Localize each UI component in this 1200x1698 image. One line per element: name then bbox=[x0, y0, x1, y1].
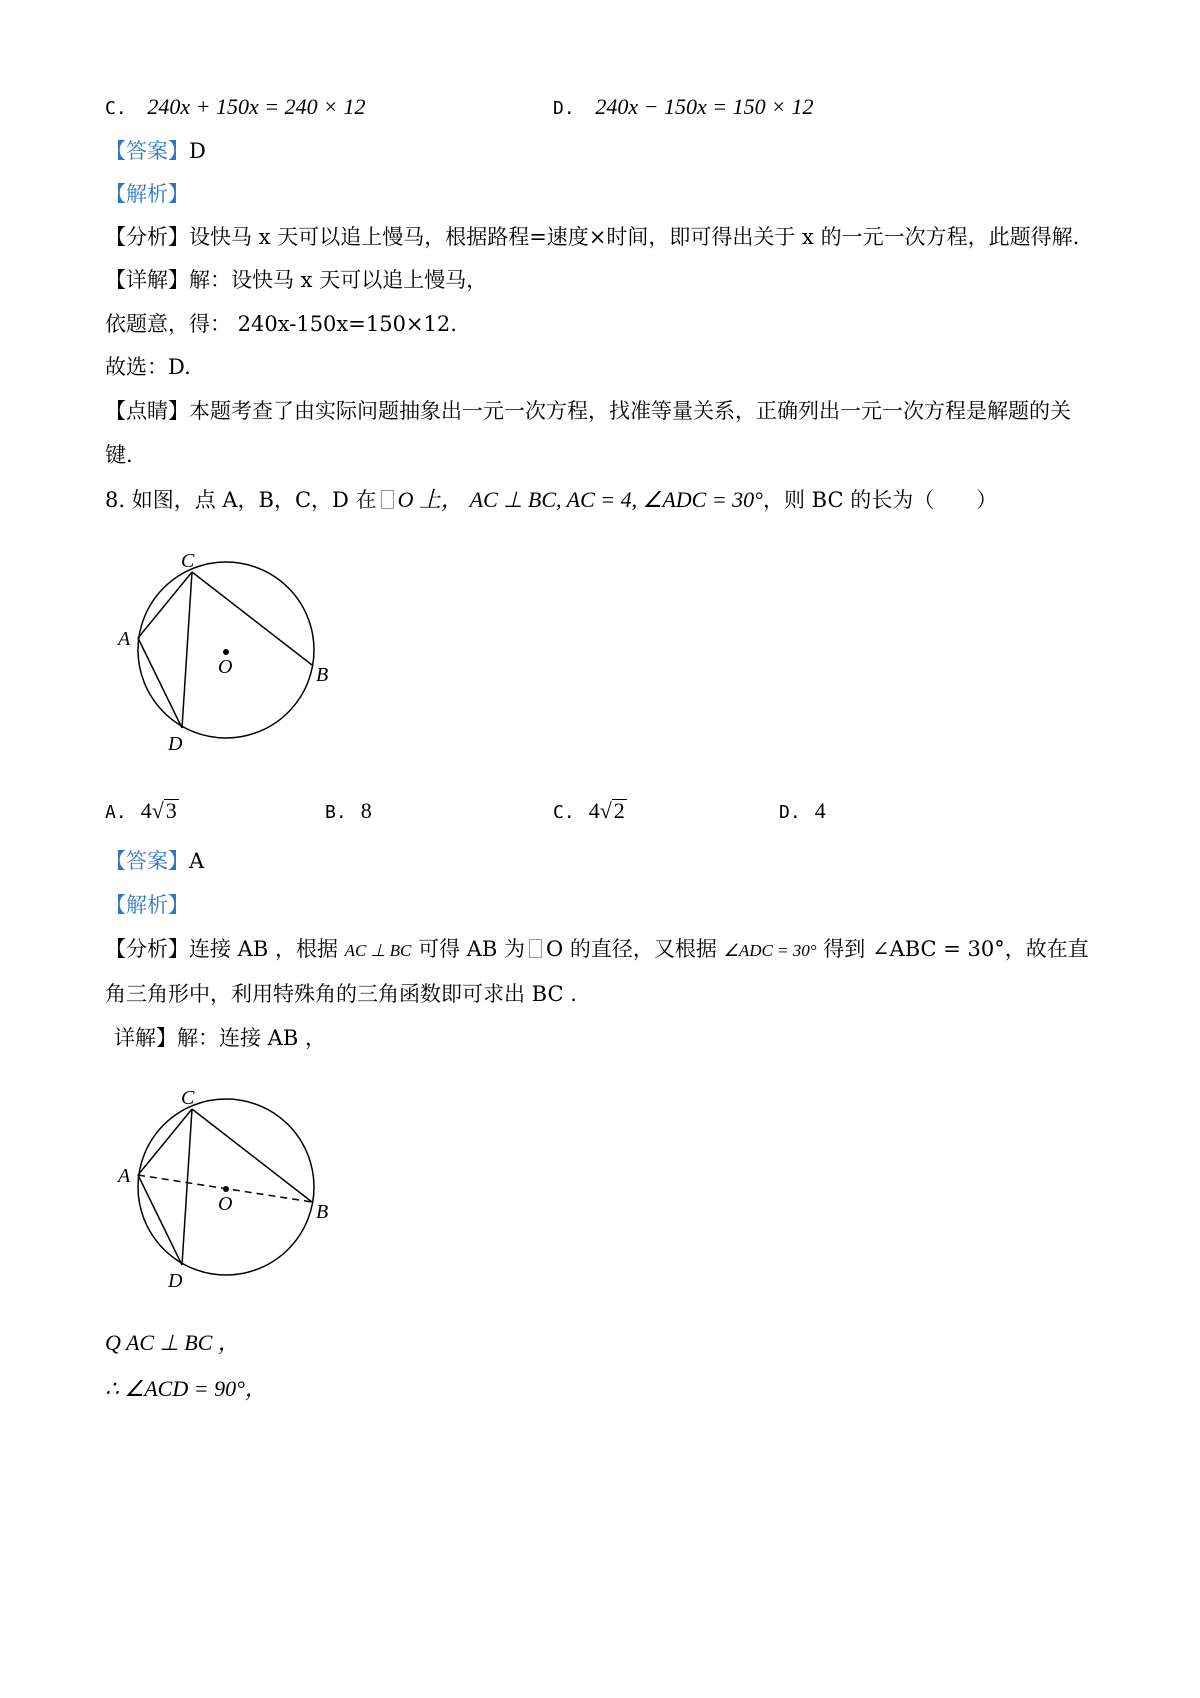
segment-ac-2 bbox=[138, 1109, 192, 1175]
segment-cb-2 bbox=[192, 1109, 312, 1202]
q8-option-c: C. 4√2 bbox=[553, 798, 625, 823]
q8-answer bbox=[105, 847, 204, 875]
q8-option-c-label: C. bbox=[553, 802, 575, 823]
label-a: A bbox=[118, 628, 131, 650]
q8-answer-tag: 【答案】 bbox=[105, 849, 189, 873]
q8-option-b bbox=[325, 797, 372, 827]
label-b-2: B bbox=[316, 1201, 329, 1223]
q8-analysis-heading bbox=[105, 891, 189, 919]
fenxi-tag: 【分析】 bbox=[105, 225, 189, 249]
dianjing-text: 本题考查了由实际问题抽象出一元一次方程，找准等量关系，正确列出一元一次方程是解题的关 bbox=[189, 399, 1071, 423]
segment-cd-2 bbox=[182, 1109, 192, 1265]
segment-ac bbox=[138, 572, 192, 638]
q8-option-c-radicand: 2 bbox=[613, 798, 625, 823]
q7-dianjing bbox=[105, 397, 1071, 425]
label-a-2: A bbox=[118, 1165, 131, 1187]
q7-fenxi bbox=[105, 223, 1079, 251]
option-d-expression: 240x − 150x = 150 × 12 bbox=[595, 94, 814, 119]
q7-dianjing-end: 键. bbox=[105, 443, 133, 467]
label-b: B bbox=[316, 664, 329, 686]
answer-tag: 【答案】 bbox=[105, 139, 189, 163]
xiangjie-text: 解：设快马 x 天可以追上慢马， bbox=[189, 268, 488, 292]
q8-option-a: A. 4√3 bbox=[105, 798, 177, 823]
q7-equation-line: 依题意，得： 240x-150x=150×12. bbox=[105, 312, 457, 336]
q8-step-2: ∴ ∠ACD = 90°， bbox=[105, 1376, 267, 1401]
circle-symbol-box-2 bbox=[529, 939, 542, 958]
label-c-2: C bbox=[181, 1087, 195, 1109]
q8-fenxi-line2: 角三角形中，利用特殊角的三角函数即可求出 BC . bbox=[105, 982, 577, 1006]
q7-xiangjie bbox=[105, 266, 487, 294]
label-o: O bbox=[218, 656, 233, 678]
segment-cd bbox=[182, 572, 192, 728]
q8-option-d bbox=[779, 797, 826, 827]
q8-option-d-value: 4 bbox=[814, 798, 826, 823]
q8-fenxi-f: 得到 ∠ABC = 30°，故在直 bbox=[816, 937, 1089, 961]
q8-option-a-coef: 4 bbox=[140, 798, 152, 823]
answer-value: D bbox=[189, 139, 206, 163]
option-c-line bbox=[105, 93, 365, 123]
label-c: C bbox=[181, 550, 195, 572]
analysis-tag: 【解析】 bbox=[105, 182, 189, 206]
q8-fenxi-b: AC ⊥ BC bbox=[344, 941, 412, 960]
dianjing-tag: 【点睛】 bbox=[105, 399, 189, 423]
q8-xiangjie: 详解】解：连接 AB ， bbox=[114, 1026, 326, 1050]
q8-step-1: Q AC ⊥ BC ， bbox=[105, 1330, 240, 1355]
circle-figure-1 bbox=[110, 545, 350, 760]
circle-figure-2 bbox=[110, 1082, 350, 1297]
q8-option-a-label: A. bbox=[105, 802, 127, 823]
option-c-label: C. bbox=[105, 98, 127, 119]
q8-fenxi-c: 可得 AB 为 bbox=[411, 937, 526, 961]
q8-analysis-tag: 【解析】 bbox=[105, 893, 189, 917]
q8-fenxi-a: 连接 AB ，根据 bbox=[189, 937, 345, 961]
q8-option-b-label: B. bbox=[325, 802, 347, 823]
center-point bbox=[223, 649, 229, 655]
circle-symbol-box bbox=[381, 490, 394, 509]
stem-post: ，则 BC 的长为（ ） bbox=[762, 488, 998, 512]
xiangjie-tag: 【详解】 bbox=[105, 268, 189, 292]
segment-cb bbox=[192, 572, 312, 665]
center-point-2 bbox=[223, 1186, 229, 1192]
label-o-2: O bbox=[218, 1193, 233, 1215]
q7-answer bbox=[105, 137, 206, 165]
q8-fenxi-d: O 的直径，又根据 bbox=[546, 937, 724, 961]
option-c-expression: 240x + 150x = 240 × 12 bbox=[147, 94, 366, 119]
q8-fenxi-e: ∠ADC = 30° bbox=[723, 941, 817, 960]
label-d: D bbox=[168, 733, 183, 755]
q8-option-c-coef: 4 bbox=[588, 798, 600, 823]
option-d-line bbox=[553, 93, 813, 123]
stem-pre: 8. 如图，点 A，B，C，D 在 bbox=[105, 488, 377, 512]
q7-choose: 故选：D. bbox=[105, 355, 191, 379]
q8-fenxi bbox=[105, 935, 1089, 965]
q8-option-a-radicand: 3 bbox=[165, 798, 177, 823]
q7-analysis-heading bbox=[105, 180, 189, 208]
stem-condition: AC ⊥ BC, AC = 4, ∠ADC = 30° bbox=[469, 487, 763, 512]
label-d-2: D bbox=[168, 1270, 183, 1292]
q8-fenxi-tag: 【分析】 bbox=[105, 937, 189, 961]
stem-mid: O 上， bbox=[397, 487, 463, 512]
q8-option-d-label: D. bbox=[779, 802, 801, 823]
q8-stem bbox=[105, 486, 997, 514]
fenxi-text: 设快马 x 天可以追上慢马，根据路程=速度×时间，即可得出关于 x 的一元一次方程，此题得解. bbox=[189, 225, 1080, 249]
q8-answer-value: A bbox=[189, 849, 205, 873]
q8-option-b-value: 8 bbox=[360, 798, 372, 823]
option-d-label: D. bbox=[553, 98, 575, 119]
